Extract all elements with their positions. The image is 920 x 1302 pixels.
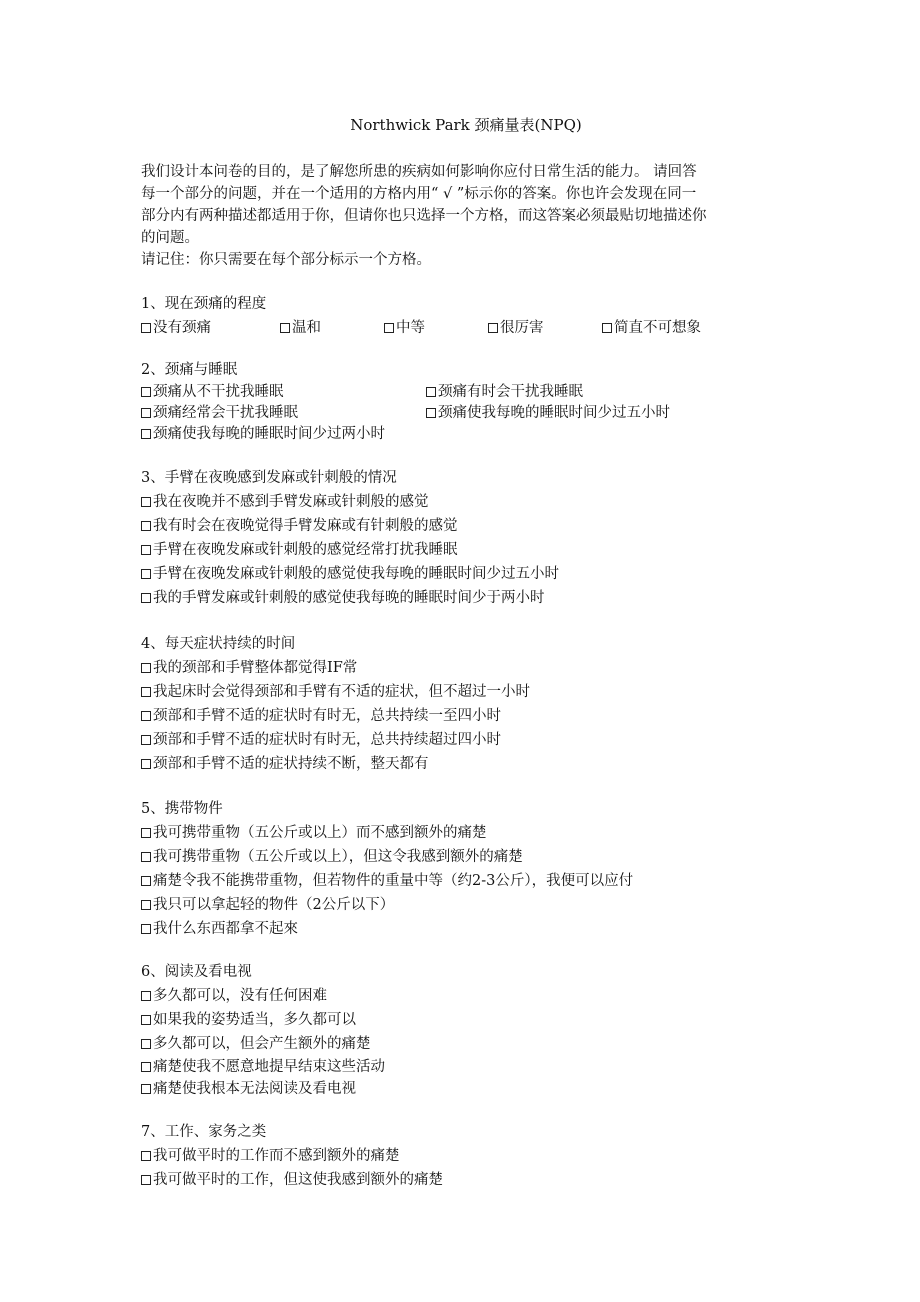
option-label: 简直不可想象 <box>614 320 701 336</box>
option-item[interactable] <box>384 316 488 340</box>
option-label: 没有颈痛 <box>153 320 211 336</box>
option-item[interactable] <box>141 562 791 586</box>
checkbox[interactable] <box>141 663 151 673</box>
checkbox[interactable] <box>141 1175 151 1185</box>
option-item[interactable] <box>141 382 426 403</box>
intro-line: 部分内有两种描述都适用于你，但请你也只选择一个方格，而这答案必须最贴切地描述你 <box>141 208 707 224</box>
option-label: 温和 <box>292 320 321 336</box>
section-heading: 5、携带物件 <box>141 801 223 817</box>
option-label: 我的手臂发麻或针刺般的感觉使我每晚的睡眠时间少于两小时 <box>153 590 545 606</box>
checkbox[interactable] <box>426 408 436 418</box>
option-item[interactable] <box>426 403 670 424</box>
option-item[interactable] <box>141 1032 791 1056</box>
option-item[interactable] <box>488 316 602 340</box>
checkbox[interactable] <box>141 1084 151 1094</box>
checkbox[interactable] <box>426 387 436 397</box>
option-label: 颈部和手臂不适的症状时有时无，总共持续超过四小时 <box>153 732 501 748</box>
checkbox[interactable] <box>141 828 151 838</box>
section-heading: 7、工作、家务之类 <box>141 1124 267 1140</box>
options-row <box>141 382 791 403</box>
option-item[interactable] <box>141 586 791 610</box>
options-row <box>141 403 791 424</box>
option-item[interactable] <box>141 656 791 680</box>
option-label: 我有时会在夜晚觉得手臂发麻或有针刺般的感觉 <box>153 518 458 534</box>
section-work-housework <box>141 1120 791 1192</box>
option-item[interactable] <box>141 424 385 445</box>
checkbox[interactable] <box>141 1015 151 1025</box>
option-label: 颈部和手臂不适的症状持续不断，整天都有 <box>153 756 429 772</box>
option-item[interactable] <box>280 316 384 340</box>
option-item[interactable] <box>141 403 426 424</box>
checkbox[interactable] <box>141 759 151 769</box>
checkbox[interactable] <box>141 900 151 910</box>
intro-line: 每一个部分的问题，并在一个适用的方格内用“ √ ”标示你的答案。你也许会发现在同一 <box>141 186 697 202</box>
option-label: 中等 <box>396 320 425 336</box>
option-label: 颈部和手臂不适的症状时有时无，总共持续一至四小时 <box>153 708 501 724</box>
checkbox[interactable] <box>141 1062 151 1072</box>
option-label: 颈痛使我每晚的睡眠时间少过两小时 <box>153 426 385 442</box>
option-label: 我可做平时的工作而不感到额外的痛楚 <box>153 1148 400 1164</box>
option-label: 颈痛经常会干扰我睡眠 <box>153 405 298 421</box>
option-label: 很厉害 <box>500 320 544 336</box>
option-item[interactable] <box>141 845 791 869</box>
option-item[interactable] <box>141 316 280 340</box>
option-label: 痛楚令我不能携带重物，但若物件的重量中等（约2-3公斤），我便可以应付 <box>153 873 634 889</box>
option-item[interactable] <box>141 514 791 538</box>
option-label: 多久都可以，没有任何困难 <box>153 988 327 1004</box>
option-item[interactable] <box>141 821 791 845</box>
option-label: 如果我的姿势适当，多久都可以 <box>153 1012 356 1028</box>
section-heading: 4、每天症状持续的时间 <box>141 636 296 652</box>
option-label: 我可做平时的工作，但这使我感到额外的痛楚 <box>153 1172 443 1188</box>
checkbox[interactable] <box>141 852 151 862</box>
options-row <box>141 316 791 340</box>
option-label: 颈痛从不干扰我睡眠 <box>153 384 284 400</box>
section-symptom-duration <box>141 632 791 776</box>
checkbox[interactable] <box>488 323 498 333</box>
checkbox[interactable] <box>141 1039 151 1049</box>
option-label: 我的颈部和手臂整体都觉得IF常 <box>153 660 358 676</box>
section-reading-tv <box>141 960 791 1100</box>
option-item[interactable] <box>141 893 791 917</box>
section-heading: 1、现在颈痛的程度 <box>141 296 267 312</box>
checkbox[interactable] <box>141 991 151 1001</box>
option-item[interactable] <box>141 1056 791 1078</box>
checkbox[interactable] <box>141 735 151 745</box>
section-heading: 2、颈痛与睡眠 <box>141 362 238 378</box>
option-label: 我起床时会觉得颈部和手臂有不适的症状，但不超过一小时 <box>153 684 530 700</box>
option-item[interactable] <box>141 984 791 1008</box>
option-label: 手臂在夜晚发麻或针刺般的感觉使我每晚的睡眠时间少过五小时 <box>153 566 559 582</box>
option-label: 颈痛使我每晚的睡眠时间少过五小时 <box>438 405 670 421</box>
option-item[interactable] <box>141 752 791 776</box>
option-label: 我可携带重物（五公斤或以上），但这令我感到额外的痛楚 <box>153 849 523 865</box>
option-item[interactable] <box>141 728 791 752</box>
option-item[interactable] <box>141 1144 791 1168</box>
option-item[interactable] <box>426 382 583 403</box>
checkbox[interactable] <box>141 387 151 397</box>
checkbox[interactable] <box>141 497 151 507</box>
checkbox[interactable] <box>141 711 151 721</box>
checkbox[interactable] <box>141 521 151 531</box>
option-item[interactable] <box>141 917 791 941</box>
intro-paragraph <box>141 161 791 271</box>
checkbox[interactable] <box>141 687 151 697</box>
intro-line: 我们设计本问卷的目的，是了解您所患的疾病如何影响你应付日常生活的能力。 请回答 <box>141 164 697 180</box>
section-arm-numbness-night <box>141 466 791 610</box>
section-heading: 6、阅读及看电视 <box>141 964 252 980</box>
option-label: 痛楚使我不愿意地提早结束这些活动 <box>153 1059 385 1075</box>
checkbox[interactable] <box>141 924 151 934</box>
option-item[interactable] <box>141 490 791 514</box>
checkbox[interactable] <box>141 569 151 579</box>
option-item[interactable] <box>141 704 791 728</box>
option-item[interactable] <box>141 680 791 704</box>
checkbox[interactable] <box>141 593 151 603</box>
checkbox[interactable] <box>141 876 151 886</box>
checkbox[interactable] <box>141 429 151 439</box>
checkbox[interactable] <box>280 323 290 333</box>
option-label: 多久都可以，但会产生额外的痛楚 <box>153 1036 371 1052</box>
option-item[interactable] <box>141 1008 791 1032</box>
intro-line: 的问题。 <box>141 230 199 246</box>
option-label: 我可携带重物（五公斤或以上）而不感到额外的痛楚 <box>153 825 487 841</box>
option-item[interactable] <box>141 1168 791 1192</box>
checkbox[interactable] <box>141 323 151 333</box>
option-item[interactable] <box>141 1078 791 1100</box>
checkbox[interactable] <box>141 545 151 555</box>
checkbox[interactable] <box>602 323 612 333</box>
checkbox[interactable] <box>141 408 151 418</box>
section-carrying-objects <box>141 797 791 941</box>
option-item[interactable] <box>141 538 791 562</box>
section-heading: 3、手臂在夜晚感到发麻或针刺般的情况 <box>141 470 397 486</box>
option-label: 我只可以拿起轻的物件（2公斤以下） <box>153 897 395 913</box>
checkbox[interactable] <box>141 1151 151 1161</box>
section-neck-pain-intensity <box>141 292 791 340</box>
intro-line: 请记住：你只需要在每个部分标示一个方格。 <box>141 252 431 268</box>
option-label: 手臂在夜晚发麻或针刺般的感觉经常打扰我睡眠 <box>153 542 458 558</box>
checkbox[interactable] <box>384 323 394 333</box>
option-label: 痛楚使我根本无法阅读及看电视 <box>153 1081 356 1097</box>
option-label: 我什么东西都拿不起來 <box>153 921 298 937</box>
option-label: 我在夜晚并不感到手臂发麻或针刺般的感觉 <box>153 494 429 510</box>
options-row <box>141 424 791 445</box>
option-item[interactable] <box>602 316 701 340</box>
option-item[interactable] <box>141 869 791 893</box>
page-title: Northwick Park 颈痛量表(NPQ) <box>350 116 582 134</box>
section-neck-pain-sleep <box>141 358 791 445</box>
option-label: 颈痛有时会干扰我睡眠 <box>438 384 583 400</box>
